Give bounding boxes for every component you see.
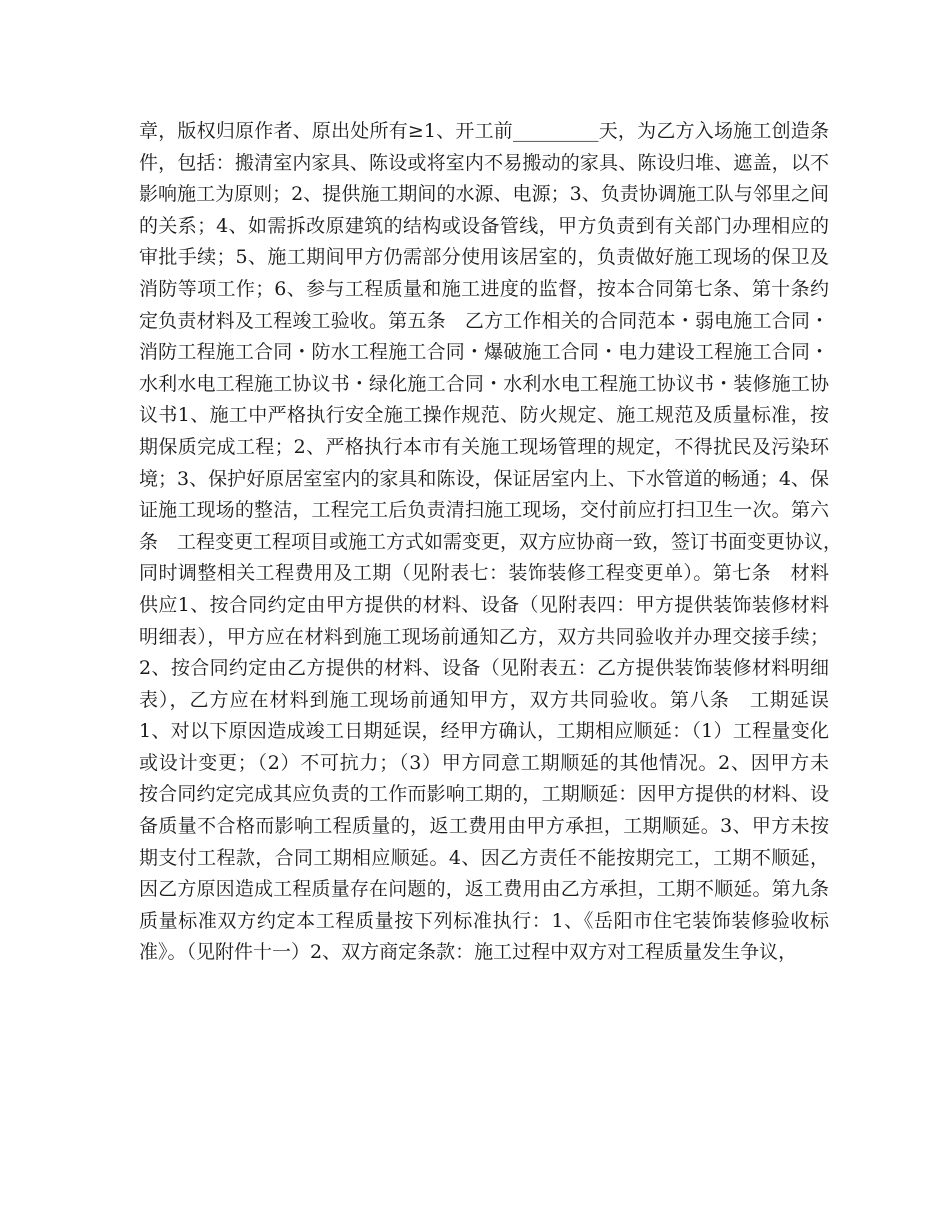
text-line: 条 工程变更工程项目或施工方式如需变更，双方应协商一致，签订书面变更协议， bbox=[139, 530, 843, 553]
text-line: 备质量不合格而影响工程质量的，返工费用由甲方承担，工期顺延。3、甲方未按 bbox=[139, 815, 829, 838]
text-line: 定负责材料及工程竣工验收。第五条 乙方工作相关的合同范本・弱电施工合同・ bbox=[139, 309, 829, 332]
text-line: 境；3、保护好原居室室内的家具和陈设，保证居室内上、下水管道的畅通；4、保 bbox=[139, 467, 829, 490]
text-line: 议书1、施工中严格执行安全施工操作规范、防火规定、施工规范及质量标准，按 bbox=[139, 404, 829, 427]
text-line: 1、对以下原因造成竣工日期延误，经甲方确认，工期相应顺延：（1）工程量变化 bbox=[139, 720, 829, 743]
text-line: 2、按合同约定由乙方提供的材料、设备（见附表五：乙方提供装饰装修材料明细 bbox=[139, 657, 829, 680]
text-line: 审批手续；5、施工期间甲方仍需部分使用该居室的，负责做好施工现场的保卫及 bbox=[139, 246, 829, 269]
text-line: 明细表），甲方应在材料到施工现场前通知乙方，双方共同验收并办理交接手续； bbox=[139, 625, 829, 648]
text-line: 同时调整相关工程费用及工期（见附表七：装饰装修工程变更单）。第七条 材料 bbox=[139, 562, 829, 585]
contract-body-text bbox=[139, 116, 843, 969]
text-line: 供应1、按合同约定由甲方提供的材料、设备（见附表四：甲方提供装饰装修材料 bbox=[139, 593, 829, 616]
text-line: 件，包括：搬清室内家具、陈设或将室内不易搬动的家具、陈设归堆、遮盖，以不 bbox=[139, 151, 829, 174]
text-line: 表），乙方应在材料到施工现场前通知甲方，双方共同验收。第八条 工期延误 bbox=[139, 688, 829, 711]
text-line: 准》。（见附件十一）2、双方商定条款：施工过程中双方对工程质量发生争议， bbox=[139, 941, 798, 964]
text-line: 期支付工程款，合同工期相应顺延。4、因乙方责任不能按期完工，工期不顺延， bbox=[139, 846, 829, 869]
text-line: 的关系；4、如需拆改原建筑的结构或设备管线，甲方负责到有关部门办理相应的 bbox=[139, 214, 829, 237]
text-line: 期保质完成工程；2、严格执行本市有关施工现场管理的规定，不得扰民及污染环 bbox=[139, 435, 829, 458]
text-line: 影响施工为原则；2、提供施工期间的水源、电源；3、负责协调施工队与邻里之间 bbox=[139, 183, 829, 206]
text-line: 消防等项工作；6、参与工程质量和施工进度的监督，按本合同第七条、第十条约 bbox=[139, 277, 829, 300]
text-line: 按合同约定完成其应负责的工作而影响工期的，工期顺延：因甲方提供的材料、设 bbox=[139, 783, 829, 806]
text-line: 消防工程施工合同・防水工程施工合同・爆破施工合同・电力建设工程施工合同・ bbox=[139, 341, 829, 364]
text-line: 章，版权归原作者、原出处所有≥1、开工前_________天，为乙方入场施工创造条 bbox=[139, 120, 829, 142]
text-line: 水利水电工程施工协议书・绿化施工合同・水利水电工程施工协议书・装修施工协 bbox=[139, 372, 829, 395]
text-line: 因乙方原因造成工程质量存在问题的，返工费用由乙方承担，工期不顺延。第九条 bbox=[139, 878, 829, 901]
text-line: 质量标准双方约定本工程质量按下列标准执行：1、《岳阳市住宅装饰装修验收标 bbox=[139, 909, 829, 932]
text-line: 或设计变更；（2）不可抗力；（3）甲方同意工期顺延的其他情况。2、因甲方未 bbox=[139, 751, 829, 774]
text-line: 证施工现场的整洁，工程完工后负责清扫施工现场，交付前应打扫卫生一次。第六 bbox=[139, 499, 829, 522]
